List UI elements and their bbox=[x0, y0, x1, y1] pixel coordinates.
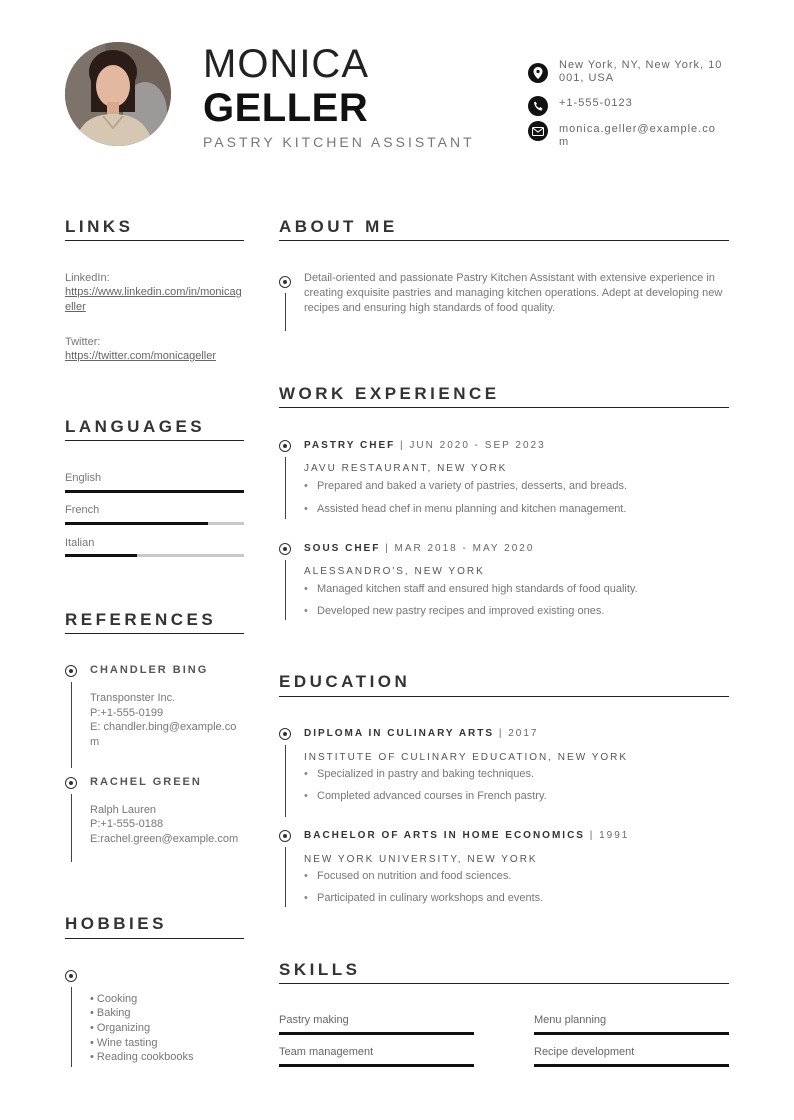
timeline-dot-icon bbox=[279, 830, 291, 842]
languages-title: LANGUAGES bbox=[65, 417, 206, 436]
linkedin-link[interactable]: https://www.linkedin.com/in/monicageller bbox=[65, 286, 242, 313]
reference-company: Transponster Inc. bbox=[90, 692, 176, 704]
hobby-item: • Reading cookbooks bbox=[90, 1051, 194, 1063]
timeline-dot-icon bbox=[279, 728, 291, 740]
job-company: ALESSANDRO'S, NEW YORK bbox=[304, 566, 485, 577]
job-bullet: • Developed new pastry recipes and improved existing ones. bbox=[317, 605, 604, 617]
about-title: ABOUT ME bbox=[279, 217, 398, 236]
links-title: LINKS bbox=[65, 217, 134, 236]
job-dates: | JUN 2020 - SEP 2023 bbox=[395, 440, 546, 451]
education-title: EDUCATION bbox=[279, 672, 411, 691]
job-role: SOUS CHEF bbox=[304, 543, 381, 554]
skill-level-bar bbox=[279, 1064, 474, 1067]
education-divider bbox=[279, 696, 729, 697]
work-title: WORK EXPERIENCE bbox=[279, 384, 500, 403]
linkedin-label: LinkedIn: bbox=[65, 272, 110, 284]
location-pin-icon bbox=[528, 63, 548, 83]
language-level-bar bbox=[65, 554, 244, 557]
about-text: Detail-oriented and passionate Pastry Kitchen Assistant with extensive experience in creating exquisite pastries and managing kitchen operations. Adept at developing new recipes and ensuring high standards of food quality. bbox=[304, 272, 723, 314]
job-dates: | MAR 2018 - MAY 2020 bbox=[380, 543, 535, 554]
timeline-dot-icon bbox=[65, 970, 77, 982]
timeline-line bbox=[71, 987, 72, 1067]
job-role: PASTRY CHEF bbox=[304, 440, 396, 451]
contact-address: New York, NY, New York, 10001, USA bbox=[559, 59, 723, 84]
school-name: NEW YORK UNIVERSITY, NEW YORK bbox=[304, 854, 538, 865]
skill-name: Menu planning bbox=[534, 1014, 607, 1026]
timeline-line bbox=[285, 847, 286, 907]
hobby-item: • Cooking bbox=[90, 993, 138, 1005]
degree-year: | 1991 bbox=[584, 830, 630, 841]
reference-name: RACHEL GREEN bbox=[90, 776, 202, 788]
skills-divider bbox=[279, 983, 729, 984]
education-heading bbox=[304, 830, 629, 841]
timeline-line bbox=[285, 745, 286, 817]
skill-level-bar bbox=[279, 1032, 474, 1035]
reference-company: Ralph Lauren bbox=[90, 804, 157, 816]
job-heading bbox=[304, 440, 546, 451]
timeline-line bbox=[71, 794, 72, 862]
reference-phone: P:+1-555-0188 bbox=[90, 818, 164, 830]
degree-name: DIPLOMA IN CULINARY ARTS bbox=[304, 728, 495, 739]
timeline-dot-icon bbox=[279, 276, 291, 288]
hobby-item: • Organizing bbox=[90, 1022, 151, 1034]
profile-photo bbox=[65, 42, 171, 146]
language-level-bar bbox=[65, 490, 244, 493]
skills-title: SKILLS bbox=[279, 960, 361, 979]
hobby-item: • Wine tasting bbox=[90, 1037, 158, 1049]
about-divider bbox=[279, 240, 729, 241]
timeline-dot-icon bbox=[279, 543, 291, 555]
hobbies-title: HOBBIES bbox=[65, 914, 167, 933]
first-name: MONICA bbox=[203, 42, 369, 86]
skill-level-fill bbox=[534, 1032, 729, 1035]
timeline-dot-icon bbox=[65, 665, 77, 677]
language-level-fill bbox=[65, 522, 208, 525]
timeline-line bbox=[285, 293, 286, 331]
skill-name: Pastry making bbox=[279, 1014, 349, 1026]
last-name: GELLER bbox=[203, 86, 369, 130]
job-company: JAVU RESTAURANT, NEW YORK bbox=[304, 463, 508, 474]
work-divider bbox=[279, 407, 729, 408]
portrait-illustration bbox=[65, 42, 171, 146]
language-level-bar bbox=[65, 522, 244, 525]
references-divider bbox=[65, 633, 244, 634]
email-icon bbox=[528, 121, 548, 141]
skill-name: Team management bbox=[279, 1046, 374, 1058]
skill-level-fill bbox=[279, 1064, 474, 1067]
languages-divider bbox=[65, 440, 244, 441]
timeline-line bbox=[71, 682, 72, 768]
job-title: PASTRY KITCHEN ASSISTANT bbox=[203, 134, 475, 150]
timeline-dot-icon bbox=[279, 440, 291, 452]
education-bullet: • Specialized in pastry and baking techniques. bbox=[317, 768, 534, 780]
timeline-line bbox=[285, 560, 286, 620]
contact-email: monica.geller@example.com bbox=[559, 123, 716, 148]
timeline-dot-icon bbox=[65, 777, 77, 789]
skill-level-fill bbox=[534, 1064, 729, 1067]
education-heading bbox=[304, 728, 538, 739]
language-name: Italian bbox=[65, 537, 95, 549]
reference-email: E:rachel.green@example.com bbox=[90, 833, 239, 845]
reference-email: E: chandler.bing@example.com bbox=[90, 721, 237, 748]
skill-level-bar bbox=[534, 1064, 729, 1067]
language-level-fill bbox=[65, 490, 244, 493]
job-bullet: • Managed kitchen staff and ensured high standards of food quality. bbox=[317, 583, 638, 595]
language-level-fill bbox=[65, 554, 137, 557]
twitter-label: Twitter: bbox=[65, 336, 101, 348]
school-name: INSTITUTE OF CULINARY EDUCATION, NEW YORK bbox=[304, 752, 629, 763]
timeline-line bbox=[285, 457, 286, 519]
reference-name: CHANDLER BING bbox=[90, 664, 209, 676]
contact-phone: +1-555-0123 bbox=[559, 97, 633, 109]
hobbies-divider bbox=[65, 938, 244, 939]
phone-icon bbox=[528, 96, 548, 116]
twitter-link[interactable]: https://twitter.com/monicageller bbox=[65, 350, 217, 362]
education-bullet: • Participated in culinary workshops and events. bbox=[317, 892, 543, 904]
language-name: French bbox=[65, 504, 100, 516]
education-bullet: • Focused on nutrition and food sciences. bbox=[317, 870, 511, 882]
skill-level-fill bbox=[279, 1032, 474, 1035]
degree-year: | 2017 bbox=[494, 728, 539, 739]
links-divider bbox=[65, 240, 244, 241]
skill-name: Recipe development bbox=[534, 1046, 635, 1058]
education-bullet: • Completed advanced courses in French pastry. bbox=[317, 790, 547, 802]
job-bullet: • Prepared and baked a variety of pastries, desserts, and breads. bbox=[317, 480, 627, 492]
references-title: REFERENCES bbox=[65, 610, 217, 629]
degree-name: BACHELOR OF ARTS IN HOME ECONOMICS bbox=[304, 830, 585, 841]
job-bullet: • Assisted head chef in menu planning and kitchen management. bbox=[317, 503, 626, 515]
job-heading bbox=[304, 543, 534, 554]
reference-phone: P:+1-555-0199 bbox=[90, 707, 164, 719]
skill-level-bar bbox=[534, 1032, 729, 1035]
hobby-item: • Baking bbox=[90, 1007, 131, 1019]
language-name: English bbox=[65, 472, 102, 484]
